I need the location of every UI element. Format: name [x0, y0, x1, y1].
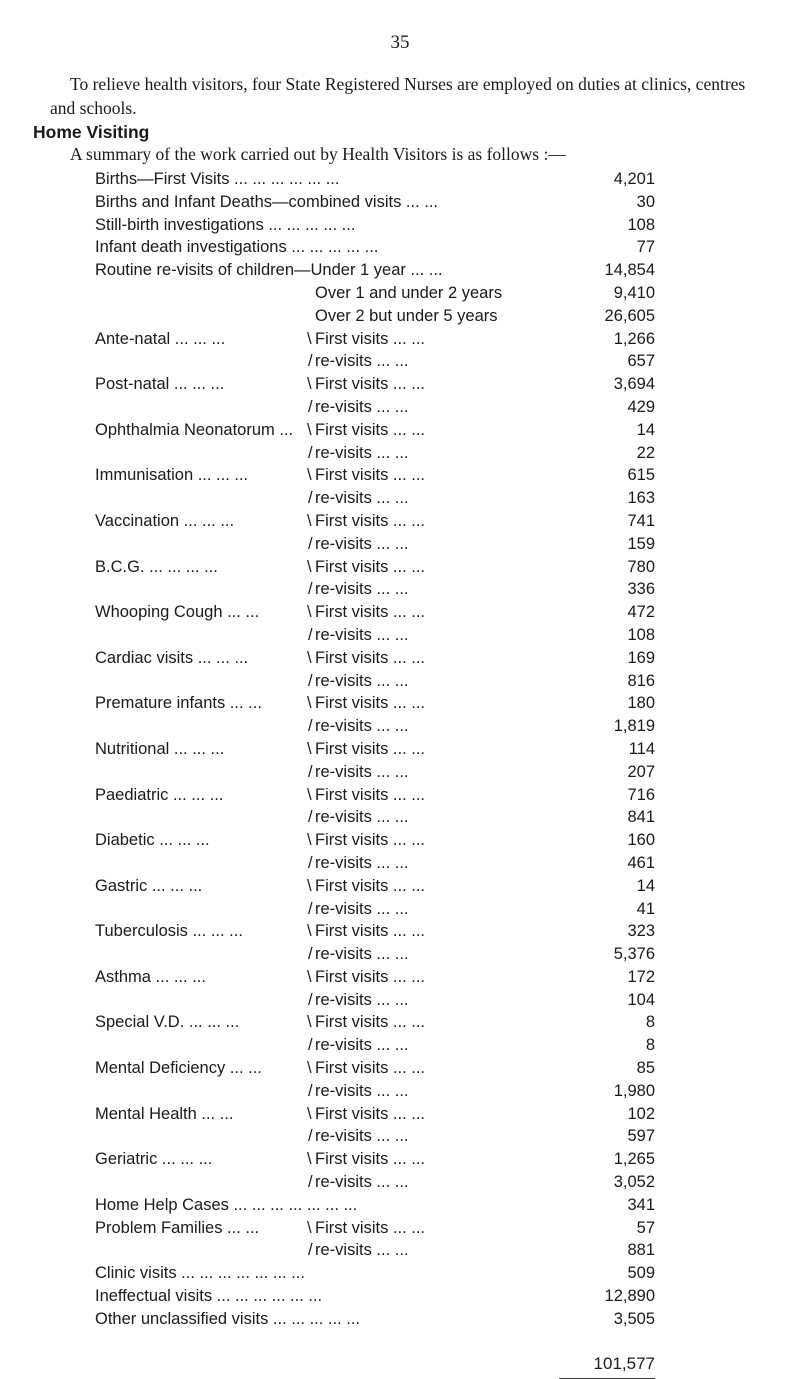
age-group-label: Over 1 and under 2 years — [315, 283, 503, 302]
table-row — [95, 624, 655, 647]
table-row — [95, 328, 655, 351]
first-visits-value: 169 — [627, 648, 655, 667]
first-visits-value: 160 — [627, 831, 655, 850]
table-row — [95, 556, 655, 579]
row-label: Ineffectual visits ... ... ... ... ... ... — [95, 1287, 323, 1306]
page-number: 35 — [390, 32, 410, 53]
table-row — [95, 373, 655, 396]
table-row — [95, 852, 655, 875]
revisits-label: / re-visits ... ... — [315, 533, 409, 556]
revisits-value: 461 — [627, 853, 655, 872]
row-value: 12,890 — [604, 1287, 655, 1306]
grand-total-value: 101,577 — [593, 1354, 655, 1374]
revisits-value: 336 — [627, 580, 655, 599]
revisits-label: / re-visits ... ... — [315, 715, 409, 738]
row-value: 26,605 — [604, 306, 655, 325]
revisits-value: 159 — [627, 534, 655, 553]
row-label: Routine re-visits of children—Under 1 year ... ... — [95, 261, 443, 280]
first-visits-value: 14 — [636, 876, 655, 895]
table-row — [95, 920, 655, 943]
table-row — [95, 191, 655, 214]
revisits-label: / re-visits ... ... — [315, 350, 409, 373]
table-row — [95, 350, 655, 373]
row-label: Births and Infant Deaths—combined visits ... ... — [95, 192, 438, 211]
revisits-value: 22 — [636, 443, 655, 462]
category-label: Ophthalmia Neonatorum ... — [95, 420, 294, 439]
table-row — [95, 784, 655, 807]
revisits-label: / re-visits ... ... — [315, 989, 409, 1012]
first-visits-label: \ First visits ... ... — [315, 556, 425, 579]
first-visits-value: 615 — [627, 466, 655, 485]
revisits-value: 657 — [627, 352, 655, 371]
table-row — [95, 168, 655, 191]
row-value: 3,505 — [613, 1309, 655, 1328]
first-visits-value: 1,266 — [613, 329, 655, 348]
table-row — [95, 1034, 655, 1057]
revisits-value: 881 — [627, 1241, 655, 1260]
table-row — [95, 738, 655, 761]
first-visits-label: \ First visits ... ... — [315, 1217, 425, 1240]
spacer — [95, 1331, 655, 1354]
revisits-label: / re-visits ... ... — [315, 396, 409, 419]
revisits-label: / re-visits ... ... — [315, 442, 409, 465]
revisits-value: 1,819 — [613, 717, 655, 736]
revisits-value: 3,052 — [613, 1173, 655, 1192]
first-visits-label: \ First visits ... ... — [315, 1103, 425, 1126]
table-row — [95, 396, 655, 419]
first-visits-label: \ First visits ... ... — [315, 328, 425, 351]
revisits-value: 8 — [645, 1036, 655, 1055]
table-row — [95, 236, 655, 259]
category-label: Premature infants ... ... — [95, 694, 262, 713]
category-label: Mental Deficiency ... ... — [95, 1059, 262, 1078]
category-label: Cardiac visits ... ... ... — [95, 648, 249, 667]
table-row — [95, 214, 655, 237]
first-visits-value: 180 — [627, 694, 655, 713]
first-visits-label: \ First visits ... ... — [315, 1148, 425, 1171]
table-row — [95, 464, 655, 487]
first-visits-label: \ First visits ... ... — [315, 920, 425, 943]
revisits-value: 108 — [627, 625, 655, 644]
row-value: 509 — [627, 1264, 655, 1283]
table-row — [95, 989, 655, 1012]
table-row — [95, 419, 655, 442]
table-row — [95, 806, 655, 829]
home-visiting-table — [95, 168, 655, 1376]
table-row — [95, 1171, 655, 1194]
table-row — [95, 670, 655, 693]
revisits-value: 597 — [627, 1127, 655, 1146]
first-visits-label: \ First visits ... ... — [315, 738, 425, 761]
revisits-label: / re-visits ... ... — [315, 487, 409, 510]
row-label: Births—First Visits ... ... ... ... ... ... — [95, 170, 340, 188]
revisits-label: / re-visits ... ... — [315, 852, 409, 875]
first-visits-label: \ First visits ... ... — [315, 966, 425, 989]
revisits-label: / re-visits ... ... — [315, 1239, 409, 1262]
revisits-label: / re-visits ... ... — [315, 761, 409, 784]
revisits-label: / re-visits ... ... — [315, 898, 409, 921]
first-visits-value: 472 — [627, 603, 655, 622]
table-row — [95, 647, 655, 670]
table-row — [95, 1285, 655, 1308]
table-row — [95, 1262, 655, 1285]
table-row — [95, 533, 655, 556]
first-visits-value: 8 — [645, 1013, 655, 1032]
table-row — [95, 1148, 655, 1171]
table-row — [95, 943, 655, 966]
row-label: Clinic visits ... ... ... ... ... ... ... — [95, 1264, 305, 1283]
age-group-label: Over 2 but under 5 years — [315, 306, 498, 325]
first-visits-label: \ First visits ... ... — [315, 692, 425, 715]
row-value: 14,854 — [604, 261, 655, 280]
table-row — [95, 1308, 655, 1331]
table-row — [95, 1080, 655, 1103]
table-row — [95, 305, 655, 328]
revisits-value: 816 — [627, 671, 655, 690]
row-value: 341 — [627, 1195, 655, 1214]
row-label: Still-birth investigations ... ... ... ... ... — [95, 215, 356, 234]
table-row — [95, 829, 655, 852]
row-value: 4,201 — [613, 170, 655, 188]
row-label: Infant death investigations ... ... ... ... ... — [95, 238, 379, 257]
revisits-label: / re-visits ... ... — [315, 670, 409, 693]
category-label: Mental Health ... ... — [95, 1104, 234, 1123]
revisits-label: / re-visits ... ... — [315, 943, 409, 966]
first-visits-value: 323 — [627, 922, 655, 941]
revisits-value: 163 — [627, 489, 655, 508]
table-row — [95, 898, 655, 921]
table-row — [95, 761, 655, 784]
table-row — [95, 1125, 655, 1148]
category-label: Asthma ... ... ... — [95, 967, 206, 986]
table-row — [95, 966, 655, 989]
table-row — [95, 510, 655, 533]
first-visits-label: \ First visits ... ... — [315, 510, 425, 533]
first-visits-value: 14 — [636, 420, 655, 439]
category-label: Gastric ... ... ... — [95, 876, 203, 895]
first-visits-label: \ First visits ... ... — [315, 784, 425, 807]
category-label: Paediatric ... ... ... — [95, 785, 224, 804]
table-row — [95, 692, 655, 715]
first-visits-label: \ First visits ... ... — [315, 829, 425, 852]
first-visits-value: 85 — [636, 1059, 655, 1078]
first-visits-value: 3,694 — [613, 375, 655, 394]
category-label: Nutritional ... ... ... — [95, 739, 225, 758]
first-visits-value: 114 — [628, 739, 655, 758]
revisits-value: 5,376 — [613, 945, 655, 964]
first-visits-label: \ First visits ... ... — [315, 601, 425, 624]
category-label: Special V.D. ... ... ... — [95, 1013, 240, 1032]
category-label: Problem Families ... ... — [95, 1218, 260, 1237]
section-heading: Home Visiting — [33, 122, 150, 142]
first-visits-label: \ First visits ... ... — [315, 419, 425, 442]
table-row — [95, 1011, 655, 1034]
category-label: Tuberculosis ... ... ... — [95, 922, 243, 941]
revisits-value: 104 — [627, 990, 655, 1009]
table-row — [95, 282, 655, 305]
table-row — [95, 1194, 655, 1217]
revisits-label: / re-visits ... ... — [315, 578, 409, 601]
first-visits-label: \ First visits ... ... — [315, 464, 425, 487]
summary-line: A summary of the work carried out by Health Visitors is as follows :— — [70, 144, 566, 164]
first-visits-label: \ First visits ... ... — [315, 1011, 425, 1034]
row-value: 9,410 — [613, 283, 655, 302]
table-row — [95, 1217, 655, 1240]
grand-total-row — [95, 1353, 655, 1376]
revisits-label: / re-visits ... ... — [315, 1171, 409, 1194]
revisits-value: 207 — [627, 762, 655, 781]
first-visits-value: 102 — [627, 1104, 655, 1123]
first-visits-value: 1,265 — [613, 1150, 655, 1169]
category-label: B.C.G. ... ... ... ... — [95, 557, 218, 576]
row-value: 30 — [636, 192, 655, 211]
first-visits-value: 57 — [636, 1218, 655, 1237]
table-row — [95, 715, 655, 738]
revisits-label: / re-visits ... ... — [315, 806, 409, 829]
first-visits-label: \ First visits ... ... — [315, 875, 425, 898]
table-row — [95, 1103, 655, 1126]
first-visits-label: \ First visits ... ... — [315, 1057, 425, 1080]
revisits-value: 1,980 — [613, 1081, 655, 1100]
first-visits-value: 716 — [627, 785, 655, 804]
category-label: Whooping Cough ... ... — [95, 603, 260, 622]
category-label: Geriatric ... ... ... — [95, 1150, 213, 1169]
first-visits-label: \ First visits ... ... — [315, 373, 425, 396]
first-visits-value: 741 — [627, 511, 655, 530]
table-row — [95, 259, 655, 282]
revisits-label: / re-visits ... ... — [315, 1125, 409, 1148]
category-label: Immunisation ... ... ... — [95, 466, 249, 485]
revisits-value: 429 — [627, 397, 655, 416]
row-value: 108 — [627, 215, 655, 234]
table-row — [95, 1239, 655, 1262]
row-value: 77 — [636, 238, 655, 257]
first-visits-label: \ First visits ... ... — [315, 647, 425, 670]
table-row — [95, 1057, 655, 1080]
revisits-label: / re-visits ... ... — [315, 1034, 409, 1057]
revisits-label: / re-visits ... ... — [315, 1080, 409, 1103]
revisits-value: 841 — [627, 808, 655, 827]
revisits-label: / re-visits ... ... — [315, 624, 409, 647]
row-label: Other unclassified visits ... ... ... ... ... — [95, 1309, 360, 1328]
row-label: Home Help Cases ... ... ... ... ... ... ... — [95, 1195, 358, 1214]
first-visits-value: 780 — [627, 557, 655, 576]
category-label: Post-natal ... ... ... — [95, 375, 225, 394]
category-label: Diabetic ... ... ... — [95, 831, 210, 850]
revisits-value: 41 — [636, 899, 655, 918]
category-label: Vaccination ... ... ... — [95, 511, 235, 530]
table-row — [95, 578, 655, 601]
first-visits-value: 172 — [627, 967, 655, 986]
table-row — [95, 875, 655, 898]
intro-paragraph: To relieve health visitors, four State Registered Nurses are employed on duties at clinics, centres and schools. — [50, 74, 746, 118]
category-label: Ante-natal ... ... ... — [95, 329, 226, 348]
table-row — [95, 601, 655, 624]
table-row — [95, 442, 655, 465]
table-row — [95, 487, 655, 510]
